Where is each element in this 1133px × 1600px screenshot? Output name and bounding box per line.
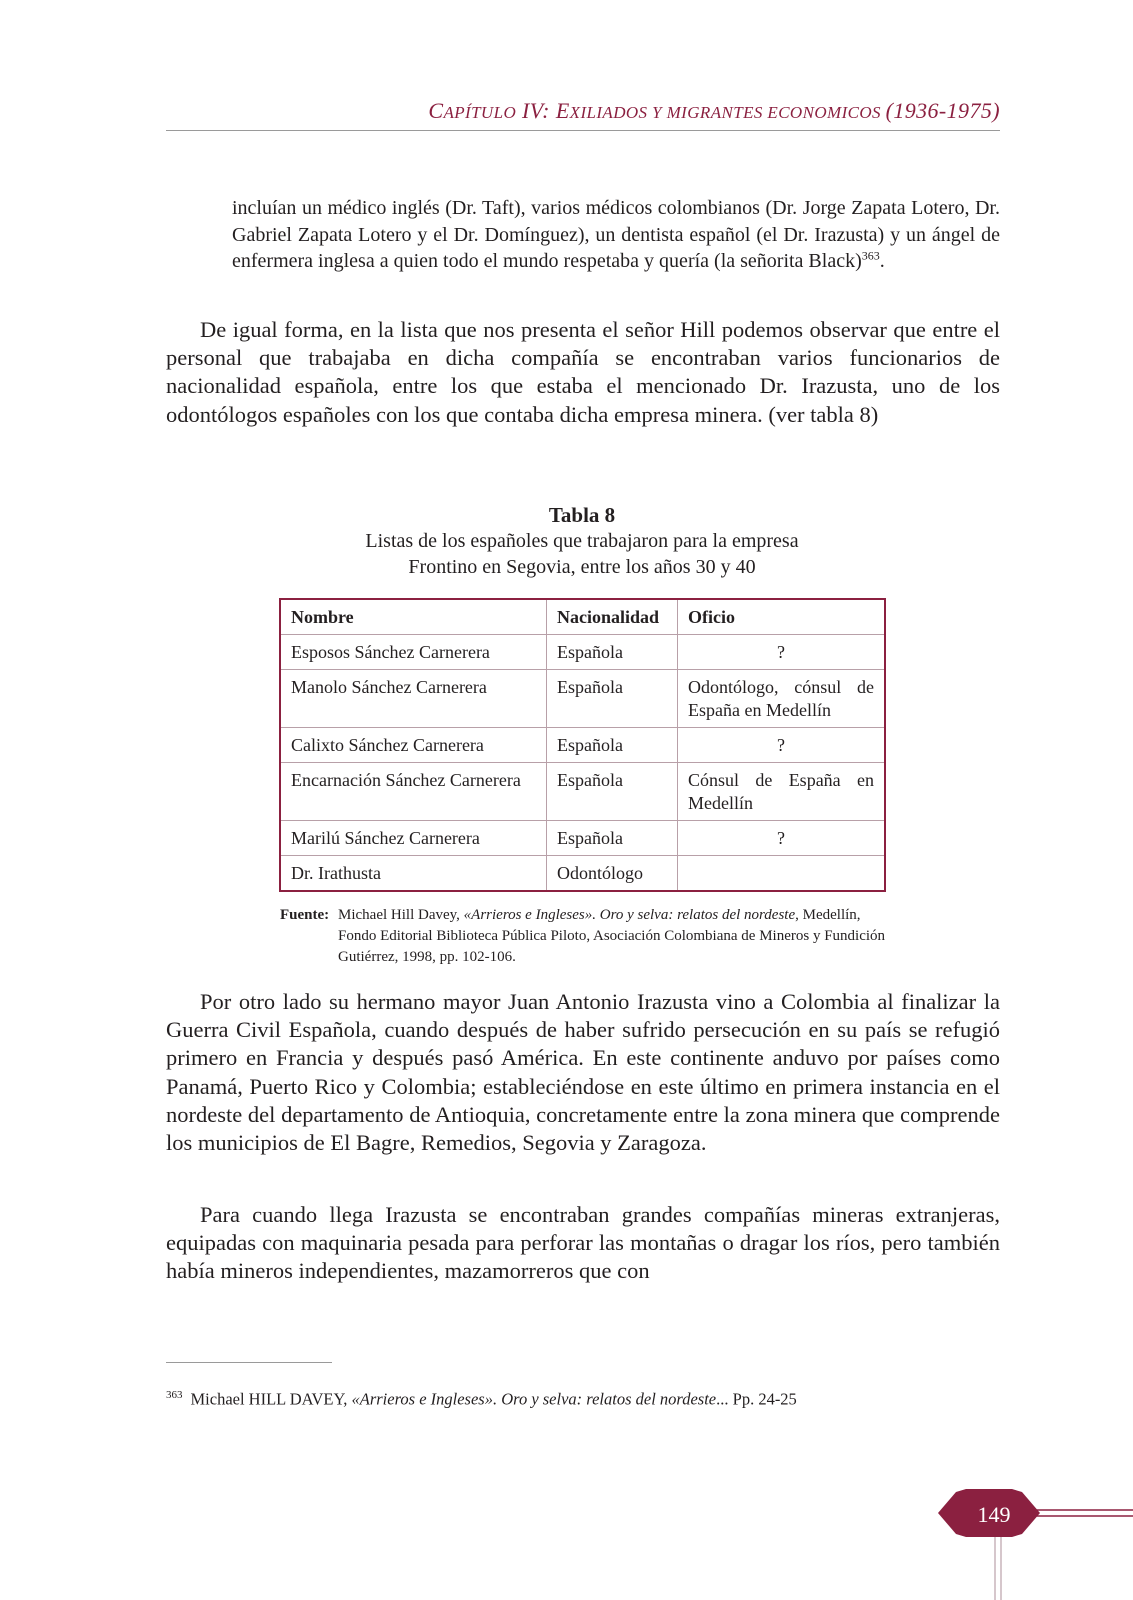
header-rule	[166, 130, 1000, 131]
table-row	[280, 728, 885, 763]
footnote	[166, 1384, 1000, 1411]
paragraph-2: Por otro lado su hermano mayor Juan Antonio Irazusta vino a Colombia al finalizar la Guerra Civil Española, cuando después de haber sufrido persecución en su país se refugió primero en Francia y después pasó América. En este continente anduvo por países como Panamá, Puerto Rico y Colombia; estableciéndose en este último en primera instancia en el nordeste del departamento de Antioquia, concretamente entre la zona minera que comprende los municipios de El Bagre, Remedios, Segovia y Zaragoza.	[166, 989, 1000, 1156]
table-row	[280, 670, 885, 728]
cell-nacionalidad: Española	[547, 821, 678, 856]
cell-nombre: Marilú Sánchez Carnerera	[280, 821, 547, 856]
table-caption	[280, 502, 884, 580]
cell-oficio: ?	[678, 728, 886, 763]
quote-text: incluían un médico inglés (Dr. Taft), varios médicos colombianos (Dr. Jorge Zapata Lotero, Dr. Gabriel Zapata Lotero y el Dr. Domínguez), un dentista español (el Dr. Irazusta) y un ángel de enfermera inglesa a quien todo el mundo respetaba y quería (la señorita Black)	[232, 197, 1000, 272]
source-label: Fuente:	[280, 907, 330, 923]
page-number-badge	[938, 1480, 1133, 1600]
page-number: 149	[977, 1502, 1011, 1527]
table-number: Tabla 8	[548, 503, 616, 527]
cell-nacionalidad: Odontólogo	[547, 856, 678, 892]
paragraph-1: De igual forma, en la lista que nos presenta el señor Hill podemos observar que entre el personal que trabajaba en dicha compañía se encontraban varios funcionarios de nacionalidad española, entre los que estaba el mencionado Dr. Irazusta, uno de los odontólogos españoles con los que contaba dicha empresa minera. (ver tabla 8)	[166, 317, 1000, 427]
running-header	[166, 98, 1000, 124]
footnote-rest: ... Pp. 24-25	[716, 1389, 797, 1409]
table-caption-line-2: Frontino en Segovia, entre los años 30 y 40	[408, 556, 756, 578]
cell-oficio: Odontólogo, cónsul de España en Medellín	[678, 670, 886, 728]
cell-oficio: Cónsul de España en Medellín	[678, 763, 886, 821]
table-row	[280, 856, 885, 892]
table-row	[280, 635, 885, 670]
header-roman: IV:	[516, 98, 556, 123]
footnote-title: «Arrieros e Ingleses». Oro y selva: relatos del nordeste	[351, 1389, 717, 1409]
footnote-rule	[166, 1362, 332, 1363]
cell-nacionalidad: Española	[547, 728, 678, 763]
header-c: C	[428, 98, 444, 123]
source-title: «Arrieros e Ingleses». Oro y selva: relatos del nordeste	[463, 907, 796, 923]
header-apitulo: APÍTULO	[443, 103, 517, 122]
table-caption-line-1: Listas de los españoles que trabajaron para la empresa	[365, 530, 799, 552]
cell-nombre: Manolo Sánchez Carnerera	[280, 670, 547, 728]
footnote-ref[interactable]: 363	[861, 248, 880, 263]
cell-nacionalidad: Española	[547, 635, 678, 670]
source-body	[280, 905, 886, 968]
block-quote	[232, 195, 1000, 275]
cell-nacionalidad: Española	[547, 670, 678, 728]
cell-oficio: ?	[678, 635, 886, 670]
table-header-row	[280, 599, 885, 635]
table-row	[280, 821, 885, 856]
footnote-number: 363	[166, 1389, 183, 1401]
cell-oficio: ?	[678, 821, 886, 856]
header-oficio: Oficio	[678, 599, 886, 635]
source-rest: , Medellín, Fondo Editorial Biblioteca Pública Piloto, Asociación Colombiana de Mineros y Fundición Gutiérrez, 1998, pp. 102-106.	[338, 907, 886, 965]
header-nombre: Nombre	[280, 599, 547, 635]
footnote-author: Michael HILL DAVEY,	[190, 1389, 352, 1409]
cell-nombre: Esposos Sánchez Carnerera	[280, 635, 547, 670]
cell-nacionalidad: Española	[547, 763, 678, 821]
cell-nombre: Encarnación Sánchez Carnerera	[280, 763, 547, 821]
header-e: E	[555, 98, 570, 123]
cell-nombre: Dr. Irathusta	[280, 856, 547, 892]
table-source	[280, 905, 886, 968]
quote-end: .	[879, 250, 885, 272]
header-years: (1936-1975)	[885, 98, 1000, 123]
header-nacionalidad: Nacionalidad	[547, 599, 678, 635]
cell-oficio	[678, 856, 886, 892]
header-title: XILIADOS Y MIGRANTES ECONOMICOS	[569, 103, 886, 122]
spaniards-table	[279, 598, 886, 892]
table-row	[280, 763, 885, 821]
paragraph-3: Para cuando llega Irazusta se encontraban grandes compañías mineras extranjeras, equipadas con maquinaria pesada para perforar las montañas o dragar los ríos, pero también había mineros independientes, mazamorreros que con	[166, 1202, 1000, 1284]
source-author: Michael Hill Davey,	[338, 907, 464, 923]
cell-nombre: Calixto Sánchez Carnerera	[280, 728, 547, 763]
